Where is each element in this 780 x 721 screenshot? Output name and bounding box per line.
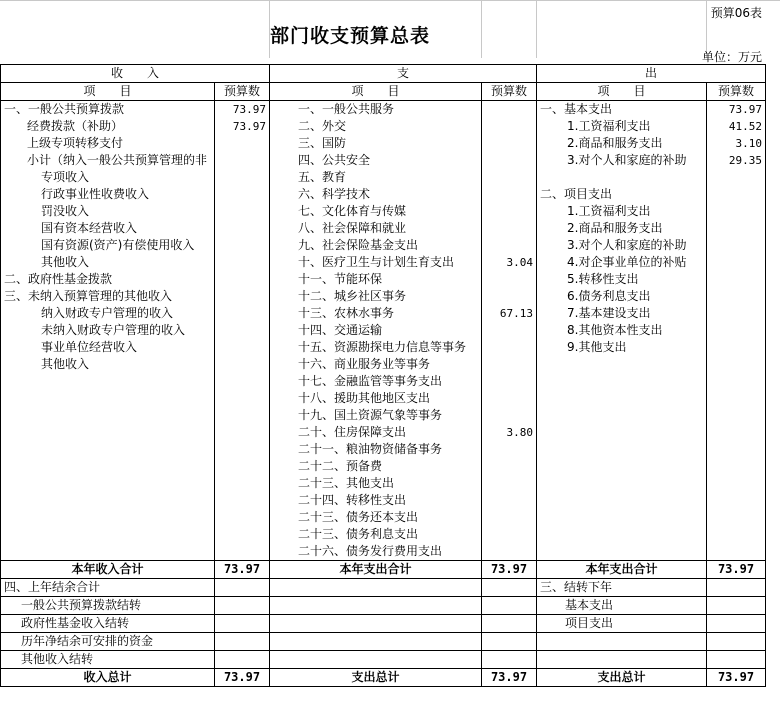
expense-economic-amount-cell [707, 492, 766, 509]
income-total-amount: 73.97 [215, 561, 270, 579]
expense-economic-item-cell [537, 543, 707, 561]
expense-function-amount-cell [482, 373, 537, 390]
carryover-expense-item-cell [270, 597, 482, 615]
carryover-economic-item-cell [537, 633, 707, 651]
income-item-cell [1, 458, 215, 475]
income-amount-cell [215, 441, 270, 458]
expense-function-amount-cell [482, 356, 537, 373]
expense-function-amount-cell [482, 101, 537, 119]
income-amount-cell [215, 305, 270, 322]
grand-total-row [1, 669, 766, 687]
expense-function-item-cell: 十七、金融监管等事务支出 [270, 373, 482, 390]
expense-function-item-cell: 二十二、预备费 [270, 458, 482, 475]
carryover-row [1, 651, 766, 669]
table-row [1, 390, 766, 407]
table-row [1, 492, 766, 509]
expense-economic-amount-cell [707, 305, 766, 322]
expense-total-amount: 73.97 [482, 669, 537, 687]
income-item-cell: 罚没收入 [1, 203, 215, 220]
page-title: 部门收支预算总表 [269, 25, 430, 47]
expense-economic-item-cell [537, 424, 707, 441]
sheet-top-gridline [0, 0, 780, 1]
carryover-economic-amount-cell [707, 633, 766, 651]
expense-economic-item-cell [537, 407, 707, 424]
expense-economic-amount-cell [707, 509, 766, 526]
expense-economic-item-cell: 7.基本建设支出 [537, 305, 707, 322]
expense-function-item-cell: 十三、农林水事务 [270, 305, 482, 322]
expense-economic-total-label: 本年支出合计 [537, 561, 707, 579]
expense-function-item-cell: 二、外交 [270, 118, 482, 135]
expense-economic-amount-cell [707, 526, 766, 543]
income-total-amount: 73.97 [215, 669, 270, 687]
expense-function-item-cell: 二十三、其他支出 [270, 475, 482, 492]
income-amount-cell: 73.97 [215, 118, 270, 135]
table-row [1, 458, 766, 475]
income-item-cell: 国有资本经营收入 [1, 220, 215, 237]
table-row [1, 441, 766, 458]
expense-economic-item-cell [537, 526, 707, 543]
carryover-expense-item-cell [270, 615, 482, 633]
income-item-cell: 专项收入 [1, 169, 215, 186]
carryover-economic-amount-cell [707, 651, 766, 669]
expense-function-item-cell: 十四、交通运输 [270, 322, 482, 339]
income-item-cell: 小计（纳入一般公共预算管理的非 [1, 152, 215, 169]
expense-economic-amount-cell [707, 169, 766, 186]
table-row [1, 220, 766, 237]
expense-function-amount-cell: 3.80 [482, 424, 537, 441]
expense-economic-item-cell [537, 356, 707, 373]
carryover-economic-item-cell [537, 651, 707, 669]
carryover-expense-item-cell [270, 579, 482, 597]
income-item-cell [1, 475, 215, 492]
carryover-income-item-cell: 四、上年结余合计 [1, 579, 215, 597]
expense-function-amount-cell [482, 441, 537, 458]
carryover-income-item-cell: 一般公共预算拨款结转 [1, 597, 215, 615]
table-row [1, 339, 766, 356]
expense-economic-item-cell: 6.债务利息支出 [537, 288, 707, 305]
expense-economic-item-cell [537, 458, 707, 475]
expense-economic-item-cell: 二、项目支出 [537, 186, 707, 203]
expense-function-amount-cell [482, 526, 537, 543]
carryover-expense-item-cell [270, 651, 482, 669]
annual-total-row [1, 561, 766, 579]
carryover-expense-amount-cell [482, 651, 537, 669]
income-item-cell [1, 390, 215, 407]
expense-economic-amount-cell [707, 186, 766, 203]
income-item-cell: 其他收入 [1, 254, 215, 271]
income-amount-cell [215, 135, 270, 152]
carryover-income-amount-cell [215, 615, 270, 633]
expense-economic-item-cell: 5.转移性支出 [537, 271, 707, 288]
unit-label: 单位：万元 [701, 50, 762, 64]
expense-function-amount-cell [482, 407, 537, 424]
table-row [1, 407, 766, 424]
carryover-row [1, 615, 766, 633]
expense-function-item-cell: 十五、资源勘探电力信息等事务 [270, 339, 482, 356]
column-header-item: 项 目 [270, 83, 482, 101]
expense-economic-amount-cell [707, 322, 766, 339]
income-item-cell: 二、政府性基金拨款 [1, 271, 215, 288]
expense-economic-amount-cell: 73.97 [707, 101, 766, 119]
table-row [1, 237, 766, 254]
expense-economic-amount-cell [707, 407, 766, 424]
table-row [1, 288, 766, 305]
income-amount-cell [215, 322, 270, 339]
expense-function-amount-cell [482, 152, 537, 169]
column-header-amount: 预算数 [707, 83, 766, 101]
expense-economic-item-cell: 8.其他资本性支出 [537, 322, 707, 339]
expense-economic-item-cell: 3.对个人和家庭的补助 [537, 152, 707, 169]
carryover-expense-amount-cell [482, 579, 537, 597]
expense-function-amount-cell: 3.04 [482, 254, 537, 271]
carryover-income-item-cell: 历年净结余可安排的资金 [1, 633, 215, 651]
expense-economic-amount-cell: 3.10 [707, 135, 766, 152]
expense-economic-amount-cell [707, 458, 766, 475]
income-item-cell: 国有资源(资产)有偿使用收入 [1, 237, 215, 254]
expense-economic-item-cell: 4.对企事业单位的补贴 [537, 254, 707, 271]
expense-function-amount-cell [482, 390, 537, 407]
income-amount-cell [215, 373, 270, 390]
expense-economic-amount-cell: 29.35 [707, 152, 766, 169]
expense-function-amount-cell [482, 339, 537, 356]
income-item-cell: 三、未纳入预算管理的其他收入 [1, 288, 215, 305]
expense-economic-amount-cell [707, 254, 766, 271]
table-row [1, 169, 766, 186]
carryover-economic-item-cell: 项目支出 [537, 615, 707, 633]
expense-economic-total-amount: 73.97 [707, 561, 766, 579]
income-amount-cell [215, 424, 270, 441]
expense-economic-item-cell [537, 373, 707, 390]
column-header-item: 项 目 [537, 83, 707, 101]
expense-function-amount-cell [482, 220, 537, 237]
expense-function-item-cell: 十、医疗卫生与计划生育支出 [270, 254, 482, 271]
income-amount-cell [215, 356, 270, 373]
expense-function-item-cell: 八、社会保障和就业 [270, 220, 482, 237]
expense-economic-item-cell: 1.工资福利支出 [537, 203, 707, 220]
expense-function-item-cell: 二十一、粮油物资储备事务 [270, 441, 482, 458]
column-header-item: 项 目 [1, 83, 215, 101]
expense-economic-amount-cell [707, 424, 766, 441]
income-amount-cell [215, 186, 270, 203]
income-amount-cell [215, 492, 270, 509]
expense-economic-amount-cell [707, 441, 766, 458]
expense-function-amount-cell [482, 203, 537, 220]
expense-function-item-cell: 二十三、债务还本支出 [270, 509, 482, 526]
expense-function-item-cell: 十一、节能环保 [270, 271, 482, 288]
expense-function-item-cell: 七、文化体育与传媒 [270, 203, 482, 220]
income-group-header: 收 入 [1, 65, 270, 83]
table-row [1, 118, 766, 135]
table-row [1, 373, 766, 390]
expense-function-item-cell: 六、科学技术 [270, 186, 482, 203]
expense-economic-item-cell [537, 169, 707, 186]
expense-economic-amount-cell: 41.52 [707, 118, 766, 135]
table-column-header-row [1, 83, 766, 101]
expense-economic-amount-cell [707, 339, 766, 356]
income-item-cell [1, 509, 215, 526]
income-total-label: 本年收入合计 [1, 561, 215, 579]
expense-function-amount-cell [482, 509, 537, 526]
column-header-amount: 预算数 [215, 83, 270, 101]
carryover-income-amount-cell [215, 633, 270, 651]
carryover-row [1, 597, 766, 615]
expense-function-item-cell: 十六、商业服务业等事务 [270, 356, 482, 373]
income-item-cell [1, 441, 215, 458]
carryover-income-amount-cell [215, 579, 270, 597]
income-item-cell: 其他收入 [1, 356, 215, 373]
expense-function-item-cell: 十九、国土资源气象等事务 [270, 407, 482, 424]
expense-economic-amount-cell [707, 220, 766, 237]
income-item-cell: 经费拨款（补助） [1, 118, 215, 135]
expense-economic-amount-cell [707, 543, 766, 561]
income-total-label: 收入总计 [1, 669, 215, 687]
table-row [1, 152, 766, 169]
expense-function-amount-cell: 67.13 [482, 305, 537, 322]
income-amount-cell [215, 526, 270, 543]
expense-function-item-cell: 九、社会保险基金支出 [270, 237, 482, 254]
table-row [1, 135, 766, 152]
income-amount-cell [215, 237, 270, 254]
expense-function-item-cell: 四、公共安全 [270, 152, 482, 169]
carryover-income-item-cell: 政府性基金收入结转 [1, 615, 215, 633]
income-item-cell [1, 373, 215, 390]
expense-function-amount-cell [482, 543, 537, 561]
expense-economic-total-label: 支出总计 [537, 669, 707, 687]
table-row [1, 424, 766, 441]
carryover-economic-item-cell: 三、结转下年 [537, 579, 707, 597]
carryover-income-amount-cell [215, 597, 270, 615]
income-item-cell: 事业单位经营收入 [1, 339, 215, 356]
expense-function-amount-cell [482, 475, 537, 492]
carryover-expense-amount-cell [482, 633, 537, 651]
expense-economic-amount-cell [707, 271, 766, 288]
income-item-cell: 未纳入财政专户管理的收入 [1, 322, 215, 339]
expense-function-item-cell: 二十四、转移性支出 [270, 492, 482, 509]
form-code: 预算06表 [710, 6, 762, 20]
expense-economic-amount-cell [707, 237, 766, 254]
expense-function-amount-cell [482, 458, 537, 475]
income-amount-cell [215, 458, 270, 475]
expense-function-item-cell: 一、一般公共服务 [270, 101, 482, 119]
expense-economic-amount-cell [707, 288, 766, 305]
expense-economic-item-cell [537, 509, 707, 526]
expense-function-amount-cell [482, 492, 537, 509]
income-amount-cell [215, 339, 270, 356]
income-amount-cell [215, 220, 270, 237]
expense-function-item-cell: 二十六、债务发行费用支出 [270, 543, 482, 561]
expense-function-amount-cell [482, 169, 537, 186]
expense-function-item-cell: 五、教育 [270, 169, 482, 186]
table-row [1, 203, 766, 220]
carryover-income-item-cell: 其他收入结转 [1, 651, 215, 669]
income-item-cell: 一、一般公共预算拨款 [1, 101, 215, 119]
table-row [1, 254, 766, 271]
income-item-cell [1, 526, 215, 543]
expense-function-amount-cell [482, 288, 537, 305]
income-item-cell [1, 543, 215, 561]
table-row [1, 475, 766, 492]
expense-economic-item-cell [537, 475, 707, 492]
expense-economic-item-cell: 一、基本支出 [537, 101, 707, 119]
carryover-expense-amount-cell [482, 615, 537, 633]
expense-function-item-cell: 二十三、债务利息支出 [270, 526, 482, 543]
expense-economic-amount-cell [707, 373, 766, 390]
income-item-cell [1, 424, 215, 441]
expense-economic-item-cell: 3.对个人和家庭的补助 [537, 237, 707, 254]
income-item-cell: 上级专项转移支付 [1, 135, 215, 152]
expense-economic-item-cell [537, 441, 707, 458]
carryover-economic-item-cell: 基本支出 [537, 597, 707, 615]
expense-total-label: 支出总计 [270, 669, 482, 687]
expense-function-item-cell: 二十、住房保障支出 [270, 424, 482, 441]
table-row [1, 186, 766, 203]
expense-total-label: 本年支出合计 [270, 561, 482, 579]
expense-economic-item-cell: 2.商品和服务支出 [537, 220, 707, 237]
expense-function-amount-cell [482, 118, 537, 135]
carryover-expense-item-cell [270, 633, 482, 651]
carryover-row [1, 633, 766, 651]
expense-economic-amount-cell [707, 390, 766, 407]
expense-economic-item-cell [537, 492, 707, 509]
expense-function-item-cell: 十二、城乡社区事务 [270, 288, 482, 305]
income-amount-cell [215, 407, 270, 424]
expense-economic-amount-cell [707, 475, 766, 492]
table-row [1, 322, 766, 339]
expense-economic-total-amount: 73.97 [707, 669, 766, 687]
income-amount-cell: 73.97 [215, 101, 270, 119]
budget-table [0, 64, 766, 687]
income-amount-cell [215, 271, 270, 288]
carryover-economic-amount-cell [707, 579, 766, 597]
expense-economic-amount-cell [707, 356, 766, 373]
expense-function-amount-cell [482, 135, 537, 152]
expense-group-header-right: 出 [537, 65, 766, 83]
income-item-cell: 行政事业性收费收入 [1, 186, 215, 203]
table-row [1, 509, 766, 526]
expense-function-item-cell: 十八、援助其他地区支出 [270, 390, 482, 407]
income-amount-cell [215, 509, 270, 526]
expense-function-amount-cell [482, 271, 537, 288]
table-row [1, 356, 766, 373]
income-amount-cell [215, 390, 270, 407]
expense-economic-item-cell: 9.其他支出 [537, 339, 707, 356]
income-item-cell [1, 407, 215, 424]
carryover-economic-amount-cell [707, 597, 766, 615]
income-amount-cell [215, 169, 270, 186]
expense-economic-item-cell [537, 390, 707, 407]
table-row [1, 526, 766, 543]
income-amount-cell [215, 288, 270, 305]
carryover-income-amount-cell [215, 651, 270, 669]
income-amount-cell [215, 254, 270, 271]
carryover-expense-amount-cell [482, 597, 537, 615]
expense-function-amount-cell [482, 322, 537, 339]
expense-total-amount: 73.97 [482, 561, 537, 579]
income-amount-cell [215, 203, 270, 220]
expense-economic-item-cell: 1.工资福利支出 [537, 118, 707, 135]
expense-function-amount-cell [482, 186, 537, 203]
table-row [1, 305, 766, 322]
income-item-cell: 纳入财政专户管理的收入 [1, 305, 215, 322]
table-row [1, 271, 766, 288]
income-amount-cell [215, 152, 270, 169]
income-item-cell [1, 492, 215, 509]
expense-economic-amount-cell [707, 203, 766, 220]
carryover-row [1, 579, 766, 597]
expense-function-amount-cell [482, 237, 537, 254]
income-amount-cell [215, 475, 270, 492]
income-amount-cell [215, 543, 270, 561]
expense-function-item-cell: 三、国防 [270, 135, 482, 152]
carryover-economic-amount-cell [707, 615, 766, 633]
column-header-amount: 预算数 [482, 83, 537, 101]
table-row [1, 543, 766, 561]
expense-group-header-left: 支 [270, 65, 537, 83]
expense-economic-item-cell: 2.商品和服务支出 [537, 135, 707, 152]
table-row [1, 101, 766, 119]
table-group-header-row [1, 65, 766, 83]
